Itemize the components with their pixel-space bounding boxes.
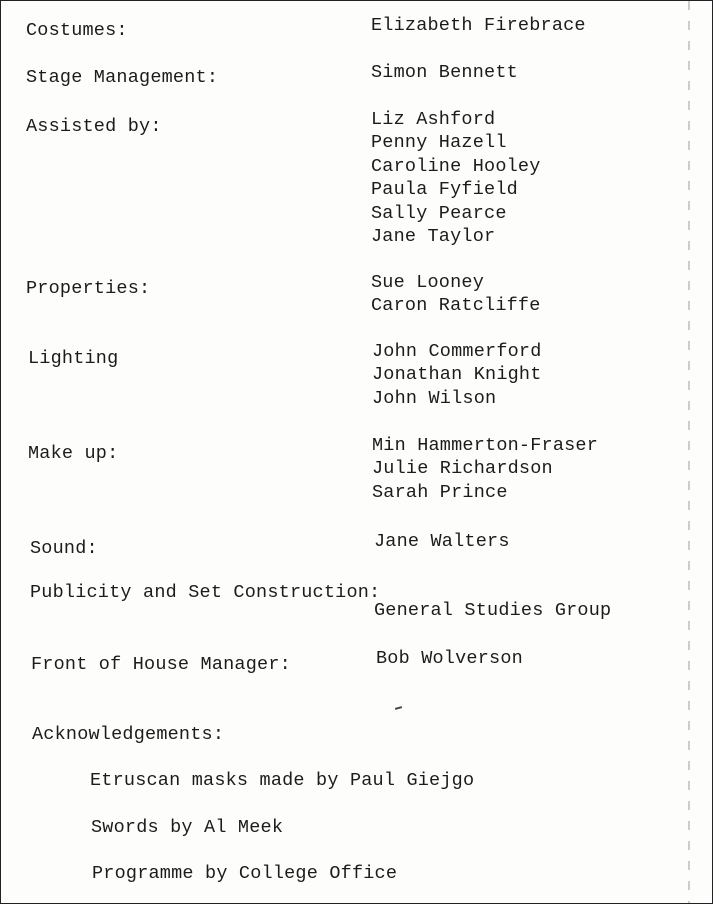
credit-name: Sue Looney	[371, 272, 485, 293]
credit-name: General Studies Group	[374, 600, 612, 621]
credit-name: Sarah Prince	[372, 481, 508, 503]
acknowledgement-item: Etruscan masks made by Paul Giejgo	[90, 770, 475, 791]
credit-name: Jane Taylor	[371, 226, 496, 248]
credit-label-assisted-by: Assisted by:	[26, 116, 162, 137]
credit-label-properties: Properties:	[26, 278, 151, 299]
credit-names-front-of-house-manager	[376, 647, 523, 670]
credit-names-lighting	[372, 340, 542, 410]
credit-name: Julie Richardson	[372, 458, 553, 480]
ink-speck	[395, 706, 402, 710]
credit-name: John Commerford	[372, 341, 542, 362]
credit-name: Jane Walters	[374, 531, 510, 552]
credit-name: Simon Bennett	[371, 62, 518, 83]
acknowledgement-item: Swords by Al Meek	[91, 817, 284, 838]
credit-label-sound: Sound:	[30, 538, 98, 559]
credit-name: Jonathan Knight	[372, 364, 542, 386]
credit-label-make-up: Make up:	[28, 443, 119, 464]
credit-label-stage-management: Stage Management:	[26, 67, 219, 88]
credit-names-stage-management	[371, 61, 518, 84]
credit-label-publicity-set-construction: Publicity and Set Construction:	[30, 582, 381, 603]
credit-name: Elizabeth Firebrace	[371, 15, 586, 36]
credit-name: Paula Fyfield	[371, 179, 518, 201]
credit-name: Caron Ratcliffe	[371, 295, 541, 317]
credit-names-assisted-by	[371, 108, 541, 248]
credit-name: Caroline Hooley	[371, 155, 541, 177]
page-edge-mark	[688, 1, 690, 903]
credit-names-make-up	[372, 434, 598, 504]
credit-names-costumes	[371, 14, 586, 37]
acknowledgements-heading: Acknowledgements:	[32, 724, 225, 745]
credit-label-lighting: Lighting	[28, 348, 119, 369]
credit-names-sound	[374, 530, 510, 553]
credit-label-costumes: Costumes:	[26, 20, 128, 41]
credit-names-properties	[371, 271, 541, 318]
acknowledgement-item: Programme by College Office	[92, 863, 398, 884]
credit-names-publicity-set-construction	[374, 599, 611, 622]
credit-name: Sally Pearce	[371, 202, 507, 224]
credit-label-front-of-house-manager: Front of House Manager:	[31, 654, 291, 675]
credit-name: Bob Wolverson	[376, 648, 523, 669]
credit-name: Min Hammerton-Fraser	[372, 435, 599, 456]
credit-name: Liz Ashford	[371, 109, 496, 130]
credit-name: Penny Hazell	[371, 132, 507, 154]
credit-name: John Wilson	[372, 387, 497, 409]
